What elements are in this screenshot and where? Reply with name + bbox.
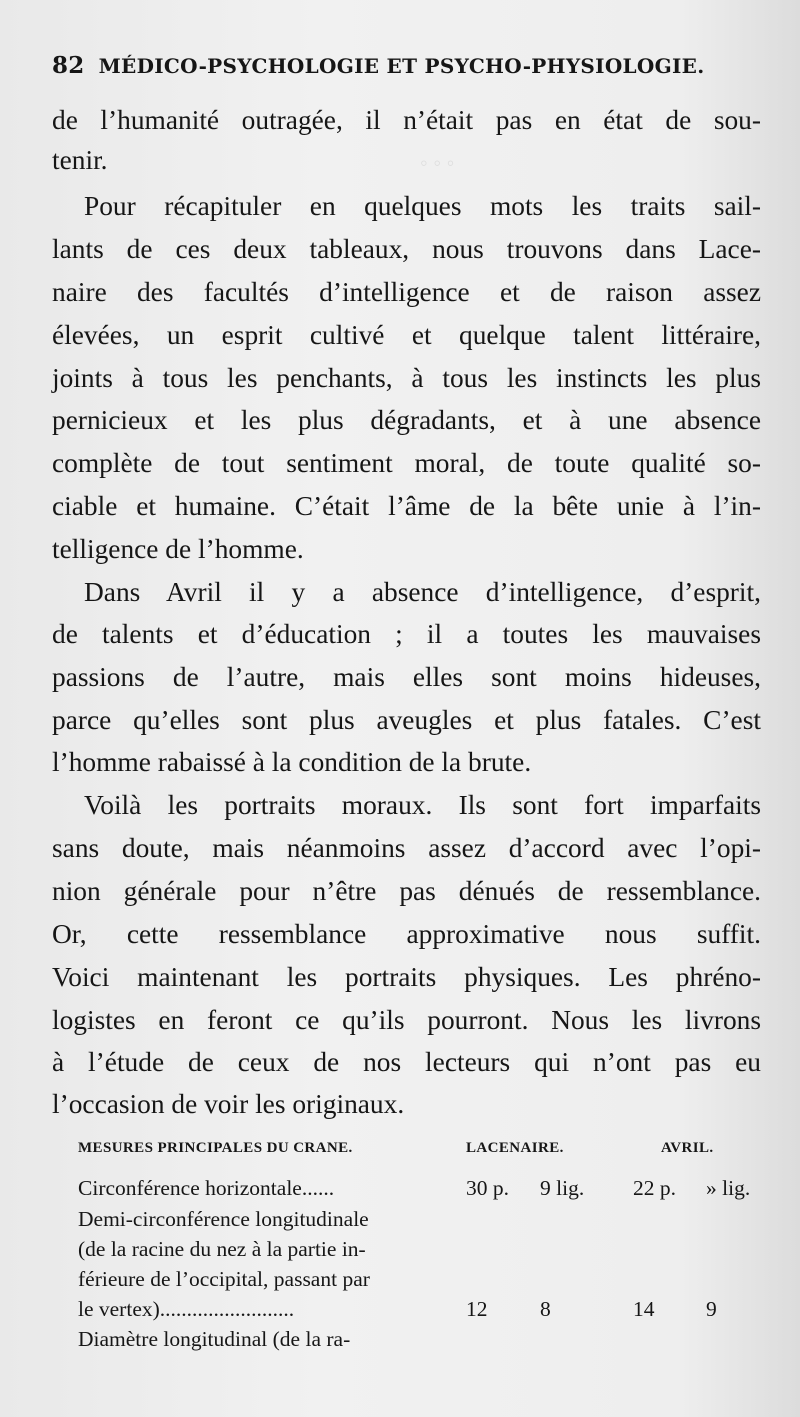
text-line: de talents et d’éducation ; il a toutes les mauvaises bbox=[52, 619, 761, 649]
table-row bbox=[78, 1324, 768, 1354]
text-line: tenir. bbox=[52, 145, 108, 175]
text-line: Voici maintenant les portraits physiques. Les phréno- bbox=[52, 962, 761, 992]
avril-lignes: » lig. bbox=[706, 1176, 751, 1200]
table-row bbox=[78, 1204, 768, 1234]
row-label: Demi-circonférence longitudinale bbox=[78, 1207, 369, 1231]
text-line: l’occasion de voir les originaux. bbox=[52, 1089, 405, 1119]
text-line: nion générale pour n’être pas dénués de ressemblance. bbox=[52, 876, 761, 906]
bleed-through-decoration: ◦ ◦ ◦ bbox=[420, 150, 455, 175]
text-line: de l’humanité outragée, il n’était pas en état de sou- bbox=[52, 105, 761, 135]
running-title: MÉDICO-PSYCHOLOGIE ET PSYCHO-PHYSIOLOGIE. bbox=[98, 54, 705, 78]
text-line: complète de tout sentiment moral, de toute qualité so- bbox=[52, 448, 761, 478]
table-row bbox=[78, 1234, 768, 1264]
header-avril: AVRIL. bbox=[661, 1140, 714, 1156]
header-measures: MESURES PRINCIPALES DU CRANE. bbox=[78, 1140, 353, 1156]
text-line: Dans Avril il y a absence d’intelligence, d’esprit, bbox=[84, 577, 761, 607]
running-header bbox=[52, 52, 752, 79]
text-line: joints à tous les penchants, à tous les instincts les plus bbox=[52, 363, 761, 393]
text-line: telligence de l’homme. bbox=[52, 534, 304, 564]
row-label: Circonférence horizontale...... bbox=[78, 1176, 335, 1200]
lacenaire-lignes: 9 lig. bbox=[540, 1176, 585, 1200]
avril-pouces: 14 bbox=[633, 1297, 655, 1321]
text-line: Or, cette ressemblance approximative nous suffit. bbox=[52, 919, 761, 949]
lacenaire-lignes: 8 bbox=[540, 1297, 551, 1321]
header-lacenaire: LACENAIRE. bbox=[466, 1140, 564, 1156]
text-line: à l’étude de ceux de nos lecteurs qui n’ont pas eu bbox=[52, 1047, 761, 1077]
text-line: pernicieux et les plus dégradants, et à une absence bbox=[52, 405, 761, 435]
lacenaire-pouces: 12 bbox=[466, 1297, 488, 1321]
text-line: Pour récapituler en quelques mots les traits sail- bbox=[84, 191, 761, 221]
text-line: sans doute, mais néanmoins assez d’accord avec l’opi- bbox=[52, 833, 761, 863]
text-line: Voilà les portraits moraux. Ils sont fort imparfaits bbox=[84, 790, 761, 820]
avril-lignes: 9 bbox=[706, 1297, 717, 1321]
table-row bbox=[78, 1173, 768, 1203]
row-label: le vertex)......................... bbox=[78, 1297, 295, 1321]
text-line: parce qu’elles sont plus aveugles et plus fatales. C’est bbox=[52, 705, 761, 735]
avril-pouces: 22 p. bbox=[633, 1176, 676, 1200]
text-line: logistes en feront ce qu’ils pourront. Nous les livrons bbox=[52, 1005, 761, 1035]
table-row bbox=[78, 1264, 768, 1294]
row-label: (de la racine du nez à la partie in- bbox=[78, 1237, 366, 1261]
page-number: 82 bbox=[52, 52, 85, 79]
text-line: élevées, un esprit cultivé et quelque talent littéraire, bbox=[52, 320, 761, 350]
text-line: l’homme rabaissé à la condition de la brute. bbox=[52, 747, 532, 777]
text-line: ciable et humaine. C’était l’âme de la bête unie à l’in- bbox=[52, 491, 761, 521]
text-line: lants de ces deux tableaux, nous trouvons dans Lace- bbox=[52, 234, 761, 264]
row-label: férieure de l’occipital, passant par bbox=[78, 1267, 370, 1291]
row-label: Diamètre longitudinal (de la ra- bbox=[78, 1327, 351, 1351]
lacenaire-pouces: 30 p. bbox=[466, 1176, 509, 1200]
table-row bbox=[78, 1294, 768, 1324]
text-line: passions de l’autre, mais elles sont moins hideuses, bbox=[52, 662, 761, 692]
table-header bbox=[78, 1140, 768, 1164]
text-line: naire des facultés d’intelligence et de raison assez bbox=[52, 277, 761, 307]
